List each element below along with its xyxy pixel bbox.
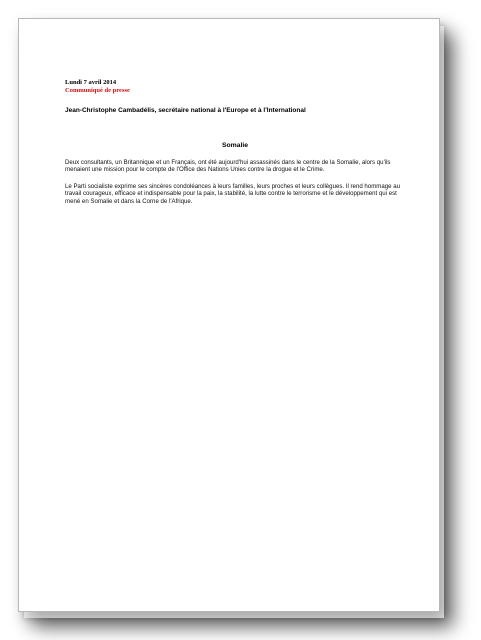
release-date: Lundi 7 avril 2014 (65, 79, 117, 86)
document-title: Somalie (221, 142, 249, 149)
paragraph-2: Le Parti socialiste exprime ses sincères condoléances à leurs familles, leurs proches et leurs collègues. Il rend hommage au travail courageux, efficace et indispensable pour la paix, la stabilité, la lutte contre le terrorisme et le développement qui est mené en Somalie et dans la Corne de l'Afrique. (65, 182, 400, 205)
paragraph-1: Deux consultants, un Britannique et un Français, ont été aujourd'hui assassinés dans le centre de la Somalie, alors qu'ils menaient une mission pour le compte de l'Office des Nations Unies contre la drogue et le Crime. (65, 159, 391, 174)
author-line: Jean-Christophe Cambadélis, secrétaire national à l'Europe et à l'International (65, 107, 306, 114)
document-content (65, 79, 405, 205)
release-type: Communiqué de presse (65, 87, 130, 94)
document-page (18, 18, 440, 612)
